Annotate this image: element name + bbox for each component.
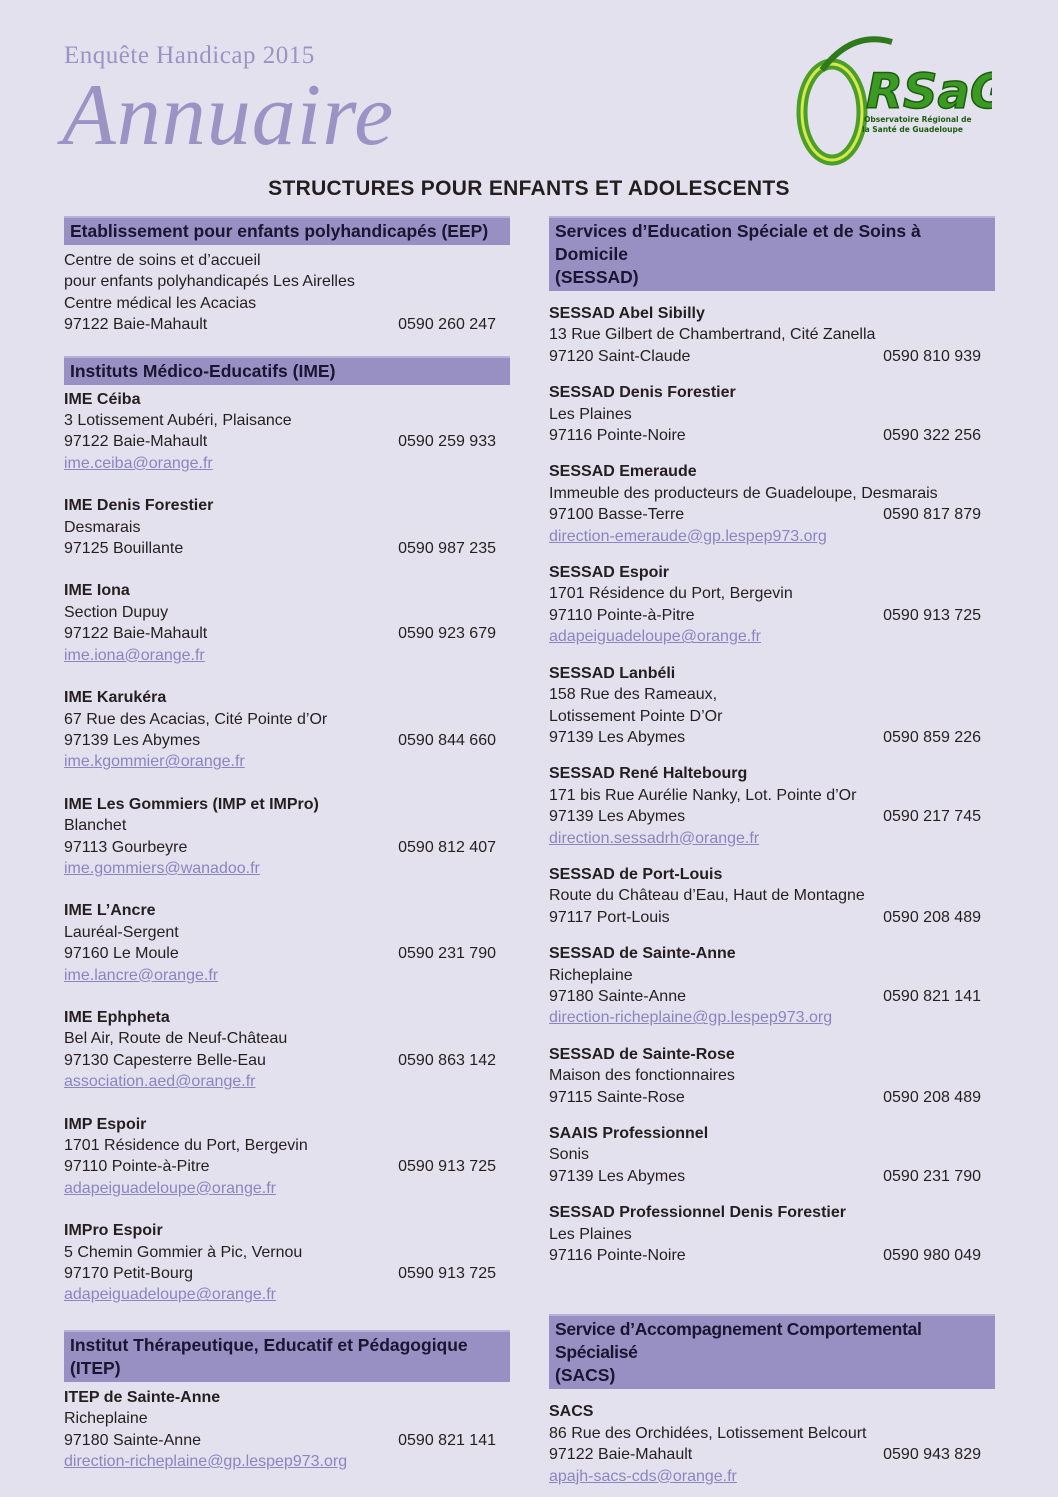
entry-city: 97100 Basse-Terre	[549, 506, 685, 524]
entry-name: IME Les Gommiers (IMP et IMPro)	[64, 795, 319, 813]
entry-phone: 0590 987 235	[398, 540, 496, 558]
entry-phone: 0590 812 407	[398, 838, 496, 856]
left-column	[64, 216, 510, 1472]
entry-phone: 0590 844 660	[398, 731, 496, 749]
sacs-list	[549, 1401, 995, 1487]
list-item	[64, 389, 510, 475]
list-item	[549, 461, 995, 547]
entry-city: 97120 Saint-Claude	[549, 347, 691, 365]
itep-list	[64, 1387, 510, 1473]
list-item	[64, 687, 510, 773]
entry-name: SACS	[549, 1403, 594, 1421]
category-header-eep: Etablissement pour enfants polyhandicapés (EEP)	[64, 216, 510, 245]
entry-city: 97180 Sainte-Anne	[549, 987, 686, 1005]
entry-phone: 0590 821 141	[398, 1431, 496, 1449]
entry-name: SESSAD Emeraude	[549, 463, 697, 481]
list-item	[549, 562, 995, 648]
entry-address: 5 Chemin Gommier à Pic, Vernou	[64, 1243, 303, 1261]
entry-phone: 0590 208 489	[883, 908, 981, 926]
entry-address: 13 Rue Gilbert de Chambertrand, Cité Zanella	[549, 326, 876, 344]
entry-address: 1701 Résidence du Port, Bergevin	[64, 1137, 308, 1154]
entry-city: 97122 Baie-Mahault	[64, 625, 208, 643]
entry-city: 97122 Baie-Mahault	[64, 433, 208, 451]
entry-address: 171 bis Rue Aurélie Nanky, Lot. Pointe d’Or	[549, 786, 857, 804]
entry-name: ITEP de Sainte-Anne	[64, 1388, 221, 1406]
entry-name: SESSAD de Sainte-Rose	[549, 1045, 735, 1063]
entry-phone: 0590 863 142	[398, 1051, 496, 1069]
logo-sub1: Observatoire Régional de	[864, 115, 972, 124]
entry-name: SESSAD Professionnel Denis Forestier	[549, 1204, 846, 1222]
logo-lettering: RSa	[866, 64, 970, 120]
entry-name: IME Iona	[64, 582, 130, 600]
entry-name: SESSAD de Sainte-Anne	[549, 945, 736, 963]
entry-phone: 0590 231 790	[883, 1167, 981, 1185]
entry-email-link[interactable]: adapeiguadeloupe@orange.fr	[64, 1286, 276, 1304]
entry-email-link[interactable]: ime.iona@orange.fr	[64, 646, 205, 664]
entry-phone: 0590 322 256	[883, 427, 981, 445]
entry-name: IMPro Espoir	[64, 1222, 163, 1240]
entry-address: 3 Lotissement Aubéri, Plaisance	[64, 412, 292, 430]
entry-name: IME Denis Forestier	[64, 497, 214, 515]
entry-name: IME Ephpheta	[64, 1008, 170, 1026]
entry-city: 97139 Les Abymes	[64, 731, 201, 749]
category-header-sessad: Services d’Education Spéciale et de Soins à Domicile (SESSAD)	[549, 216, 995, 291]
orsag-logo	[792, 30, 992, 170]
entry-name: SESSAD Lanbéli	[549, 664, 676, 682]
list-item	[549, 303, 995, 367]
list-item	[64, 1387, 510, 1473]
entry-email-link[interactable]: association.aed@orange.fr	[64, 1073, 256, 1091]
entry-phone: 0590 859 226	[883, 728, 981, 746]
entry-city: 97110 Pointe-à-Pitre	[549, 606, 695, 624]
list-item	[64, 900, 510, 986]
entry-address: Section Dupuy	[64, 603, 169, 621]
sessad-list	[549, 303, 995, 1266]
entry-address: Immeuble des producteurs de Guadeloupe, Desmarais	[549, 484, 938, 502]
entry-name: IME Karukéra	[64, 689, 167, 707]
document-subtitle: Enquête Handicap 2015	[64, 42, 315, 69]
entry-city: 97116 Pointe-Noire	[549, 1247, 686, 1265]
entry-address: Bel Air, Route de Neuf-Château	[64, 1030, 288, 1048]
entry-address: 158 Rue des Rameaux,	[549, 686, 718, 704]
entry-name: IMP Espoir	[64, 1115, 147, 1133]
list-item	[549, 382, 995, 446]
list-item	[549, 1044, 995, 1108]
entry-phone: 0590 913 725	[883, 606, 981, 624]
category-header-sacs: Service d’Accompagnement Comportemental Spécialisé (SACS)	[549, 1314, 995, 1389]
entry-name: SESSAD de Port-Louis	[549, 865, 723, 883]
list-item	[549, 1123, 995, 1187]
entry-phone: 0590 259 933	[398, 433, 496, 451]
list-item	[64, 1114, 510, 1200]
list-item	[549, 763, 995, 849]
entry-phone: 0590 208 489	[883, 1088, 981, 1106]
section-title: STRUCTURES POUR ENFANTS ET ADOLESCENTS	[268, 177, 790, 200]
entry-address: Desmarais	[64, 518, 141, 536]
list-item: Centre de soins et d’accueil pour enfants polyhandicapés Les Airelles Centre médical les Acacias 97122 Baie-Mahault 0590 260 247	[64, 252, 496, 334]
entry-address: Maison des fonctionnaires	[549, 1067, 735, 1085]
list-item	[549, 943, 995, 1029]
entry-name: SESSAD René Haltebourg	[549, 765, 748, 783]
entry-city: 97122 Baie-Mahault	[549, 1446, 693, 1464]
entry-name: SAAIS Professionnel	[549, 1125, 709, 1142]
entry-address: 67 Rue des Acacias, Cité Pointe d’Or	[64, 710, 328, 728]
entry-email-link[interactable]: adapeiguadeloupe@orange.fr	[549, 628, 761, 646]
entry-phone: 0590 817 879	[883, 506, 981, 524]
entry-email-link[interactable]: direction-emeraude@gp.lespep973.org	[549, 527, 827, 545]
entry-email-link[interactable]: direction-richeplaine@gp.lespep973.org	[64, 1453, 348, 1471]
entry-address: Blanchet	[64, 817, 127, 835]
list-item	[549, 864, 995, 928]
document-title: Annuaire	[62, 67, 395, 164]
entry-name: SESSAD Espoir	[549, 564, 670, 582]
entry-address-2: Lotissement Pointe D’Or	[549, 707, 723, 725]
entry-city: 97115 Sainte-Rose	[549, 1088, 685, 1106]
entry-phone: 0590 217 745	[883, 808, 981, 826]
entry-address: Les Plaines	[549, 405, 632, 423]
right-column	[549, 216, 995, 1487]
entry-address: Route du Château d’Eau, Haut de Montagne	[549, 887, 865, 905]
entry-address: 1701 Résidence du Port, Bergevin	[549, 585, 793, 603]
entry-phone: 0590 943 829	[883, 1446, 981, 1464]
entry-city: 97139 Les Abymes	[549, 728, 686, 746]
entry-phone: 0590 913 725	[398, 1265, 496, 1283]
entry-address: Les Plaines	[549, 1225, 632, 1243]
entry-email-link[interactable]: direction.sessadrh@orange.fr	[549, 829, 760, 847]
entry-address: Richeplaine	[549, 966, 633, 984]
entry-phone: 0590 821 141	[883, 987, 981, 1005]
entry-email-link[interactable]: ime.gommiers@wanadoo.fr	[64, 859, 260, 877]
entry-email-link[interactable]: ime.kgommier@orange.fr	[64, 753, 245, 771]
list-item	[64, 495, 510, 559]
entry-phone: 0590 810 939	[883, 347, 981, 365]
list-item	[64, 580, 510, 666]
list-item	[549, 663, 995, 749]
entry-address: Richeplaine	[64, 1410, 148, 1428]
entry-city: 97170 Petit-Bourg	[64, 1265, 193, 1283]
entry-name: SESSAD Denis Forestier	[549, 384, 736, 402]
entry-city: 97180 Sainte-Anne	[64, 1431, 201, 1449]
logo-sub2: la Santé de Guadeloupe	[862, 125, 963, 134]
entry-address: Lauréal-Sergent	[64, 923, 179, 941]
entry-city: 97139 Les Abymes	[549, 1167, 686, 1185]
entry-email-link[interactable]: direction-richeplaine@gp.lespep973.org	[549, 1009, 833, 1027]
entry-phone: 0590 231 790	[398, 945, 496, 963]
entry-address: Sonis	[549, 1146, 590, 1164]
category-header-ime: Instituts Médico-Educatifs (IME)	[64, 356, 510, 385]
entry-email-link[interactable]: ime.ceiba@orange.fr	[64, 454, 213, 472]
entry-name: SESSAD Abel Sibilly	[549, 305, 705, 322]
entry-phone: 0590 980 049	[883, 1247, 981, 1265]
entry-phone: 0590 923 679	[398, 625, 496, 643]
entry-city: 97130 Capesterre Belle-Eau	[64, 1051, 266, 1069]
entry-phone: 0590 913 725	[398, 1158, 496, 1176]
entry-address: 86 Rue des Orchidées, Lotissement Belcourt	[549, 1424, 867, 1442]
entry-city: 97117 Port-Louis	[549, 908, 670, 926]
list-item	[64, 1007, 510, 1093]
entry-city: 97113 Gourbeyre	[64, 838, 188, 856]
entry-city: 97125 Bouillante	[64, 540, 184, 558]
entry-city: 97139 Les Abymes	[549, 808, 686, 826]
entry-email-link[interactable]: ime.lancre@orange.fr	[64, 966, 219, 984]
entry-email-link[interactable]: apajh-sacs-cds@orange.fr	[549, 1467, 737, 1485]
ime-list	[64, 389, 510, 1306]
category-header-itep: Institut Thérapeutique, Educatif et Pédagogique (ITEP)	[64, 1330, 510, 1382]
list-item	[549, 1202, 995, 1266]
list-item	[64, 1220, 510, 1306]
entry-city: 97110 Pointe-à-Pitre	[64, 1158, 210, 1176]
list-item	[64, 794, 510, 880]
entry-name: IME Céiba	[64, 390, 141, 408]
entry-name: IME L’Ancre	[64, 902, 156, 920]
list-item	[549, 1401, 995, 1487]
entry-city: 97160 Le Moule	[64, 945, 179, 963]
entry-city: 97116 Pointe-Noire	[549, 427, 686, 445]
entry-email-link[interactable]: adapeiguadeloupe@orange.fr	[64, 1179, 276, 1197]
